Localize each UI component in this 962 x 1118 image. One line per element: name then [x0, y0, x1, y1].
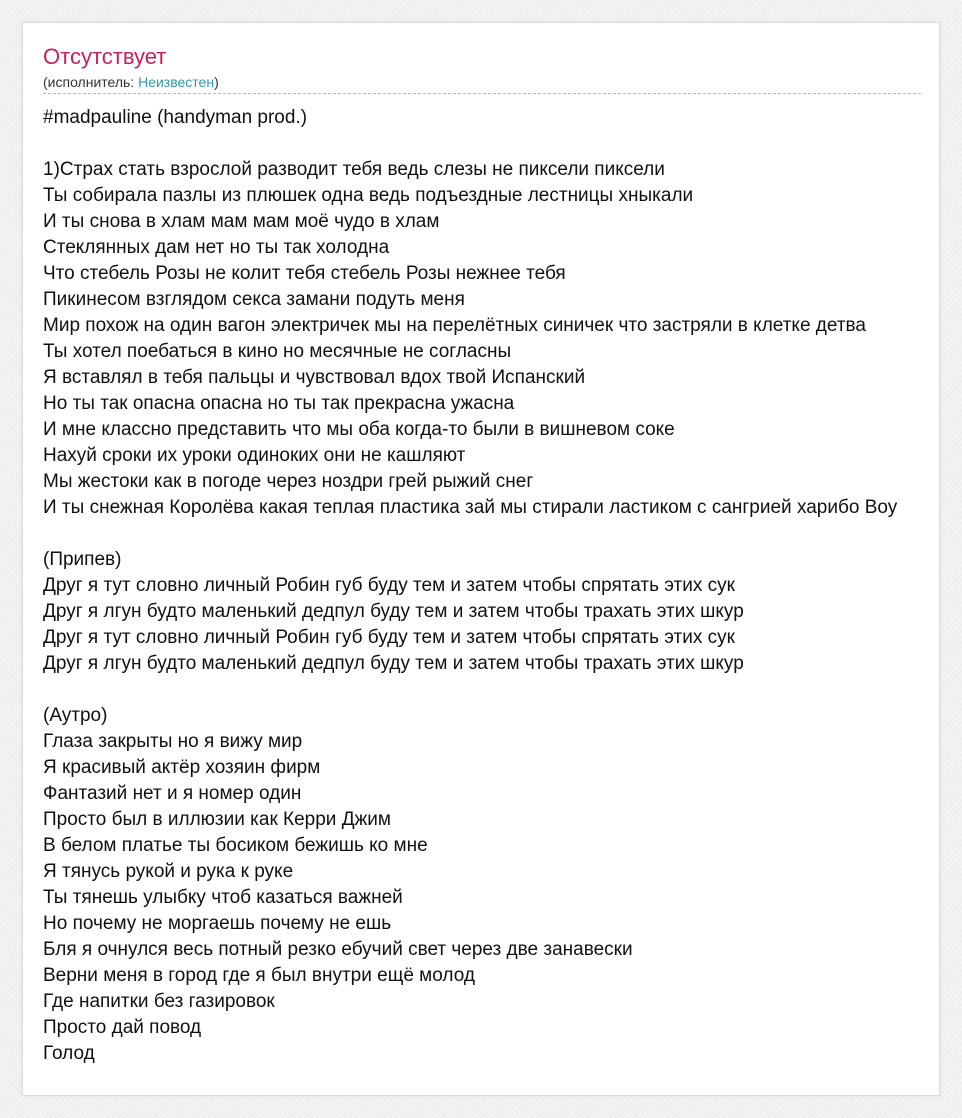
lyric-line: Где напитки без газировок	[43, 991, 275, 1012]
lyric-blank-line	[43, 521, 962, 547]
lyric-line: Глаза закрыты но я вижу мир	[43, 731, 303, 752]
lyric-line: Бля я очнулся весь потный резко ебучий свет через две занавески	[43, 939, 633, 960]
lyric-line: Друг я тут словно личный Робин губ буду тем и затем чтобы спрятать этих сук	[43, 627, 735, 648]
artist-suffix: )	[214, 74, 219, 90]
lyric-line: Ты собирала пазлы из плюшек одна ведь подъездные лестницы хныкали	[43, 185, 694, 206]
lyric-line: Друг я лгун будто маленький дедпул буду тем и затем чтобы трахать этих шкур	[43, 653, 744, 674]
lyrics-text	[43, 105, 962, 1067]
lyric-line: В белом платье ты босиком бежишь ко мне	[43, 835, 428, 856]
lyric-line: И ты снежная Королёва какая теплая пластика зай мы стирали ластиком с сангрией харибо Воу	[43, 497, 898, 518]
title-divider	[43, 93, 921, 94]
lyric-line: (Припев)	[43, 549, 122, 570]
lyric-line: Ты тянешь улыбку чтоб казаться важней	[43, 887, 403, 908]
lyric-line: Что стебель Розы не колит тебя стебель Розы нежнее тебя	[43, 263, 566, 284]
lyric-blank-line	[43, 677, 962, 703]
lyric-line: Верни меня в город где я был внутри ещё молод	[43, 965, 475, 986]
lyric-line: Пикинесом взглядом секса замани подуть меня	[43, 289, 465, 310]
lyric-line: И ты снова в хлам мам мам моё чудо в хлам	[43, 211, 440, 232]
lyric-line: Но ты так опасна опасна но ты так прекрасна ужасна	[43, 393, 515, 414]
lyric-line: Фантазий нет и я номер один	[43, 783, 302, 804]
lyric-blank-line	[43, 131, 962, 157]
lyric-line: Мир похож на один вагон электричек мы на перелётных синичек что застряли в клетке детва	[43, 315, 866, 336]
lyric-line: Я красивый актёр хозяин фирм	[43, 757, 321, 778]
lyric-line: Я тянусь рукой и рука к руке	[43, 861, 294, 882]
lyric-line: И мне классно представить что мы оба когда-то были в вишневом соке	[43, 419, 675, 440]
lyric-line: Друг я лгун будто маленький дедпул буду тем и затем чтобы трахать этих шкур	[43, 601, 744, 622]
lyric-line: Я вставлял в тебя пальцы и чувствовал вдох твой Испанский	[43, 367, 586, 388]
lyrics-card	[22, 22, 940, 1096]
lyric-line: Ты хотел поебаться в кино но месячные не согласны	[43, 341, 512, 362]
lyric-line: Голод	[43, 1043, 95, 1064]
artist-link[interactable]: Неизвестен	[138, 74, 215, 90]
lyric-line: Но почему не моргаешь почему не ешь	[43, 913, 392, 934]
lyric-line: Нахуй сроки их уроки одиноких они не кашляют	[43, 445, 466, 466]
lyric-line: Просто дай повод	[43, 1017, 202, 1038]
lyric-line: Стеклянных дам нет но ты так холодна	[43, 237, 390, 258]
lyric-line: 1)Страх стать взрослой разводит тебя ведь слезы не пиксели пиксели	[43, 159, 665, 180]
lyric-line: Мы жестоки как в погоде через ноздри грей рыжий снег	[43, 471, 534, 492]
song-title: Отсутствует	[43, 44, 167, 69]
lyric-line: #madpauline (handyman prod.)	[43, 107, 308, 128]
artist-prefix: (исполнитель:	[43, 74, 139, 90]
lyric-line: Просто был в иллюзии как Керри Джим	[43, 809, 391, 830]
lyric-line: (Аутро)	[43, 705, 108, 726]
lyric-line: Друг я тут словно личный Робин губ буду тем и затем чтобы спрятать этих сук	[43, 575, 735, 596]
artist-line	[43, 74, 219, 91]
